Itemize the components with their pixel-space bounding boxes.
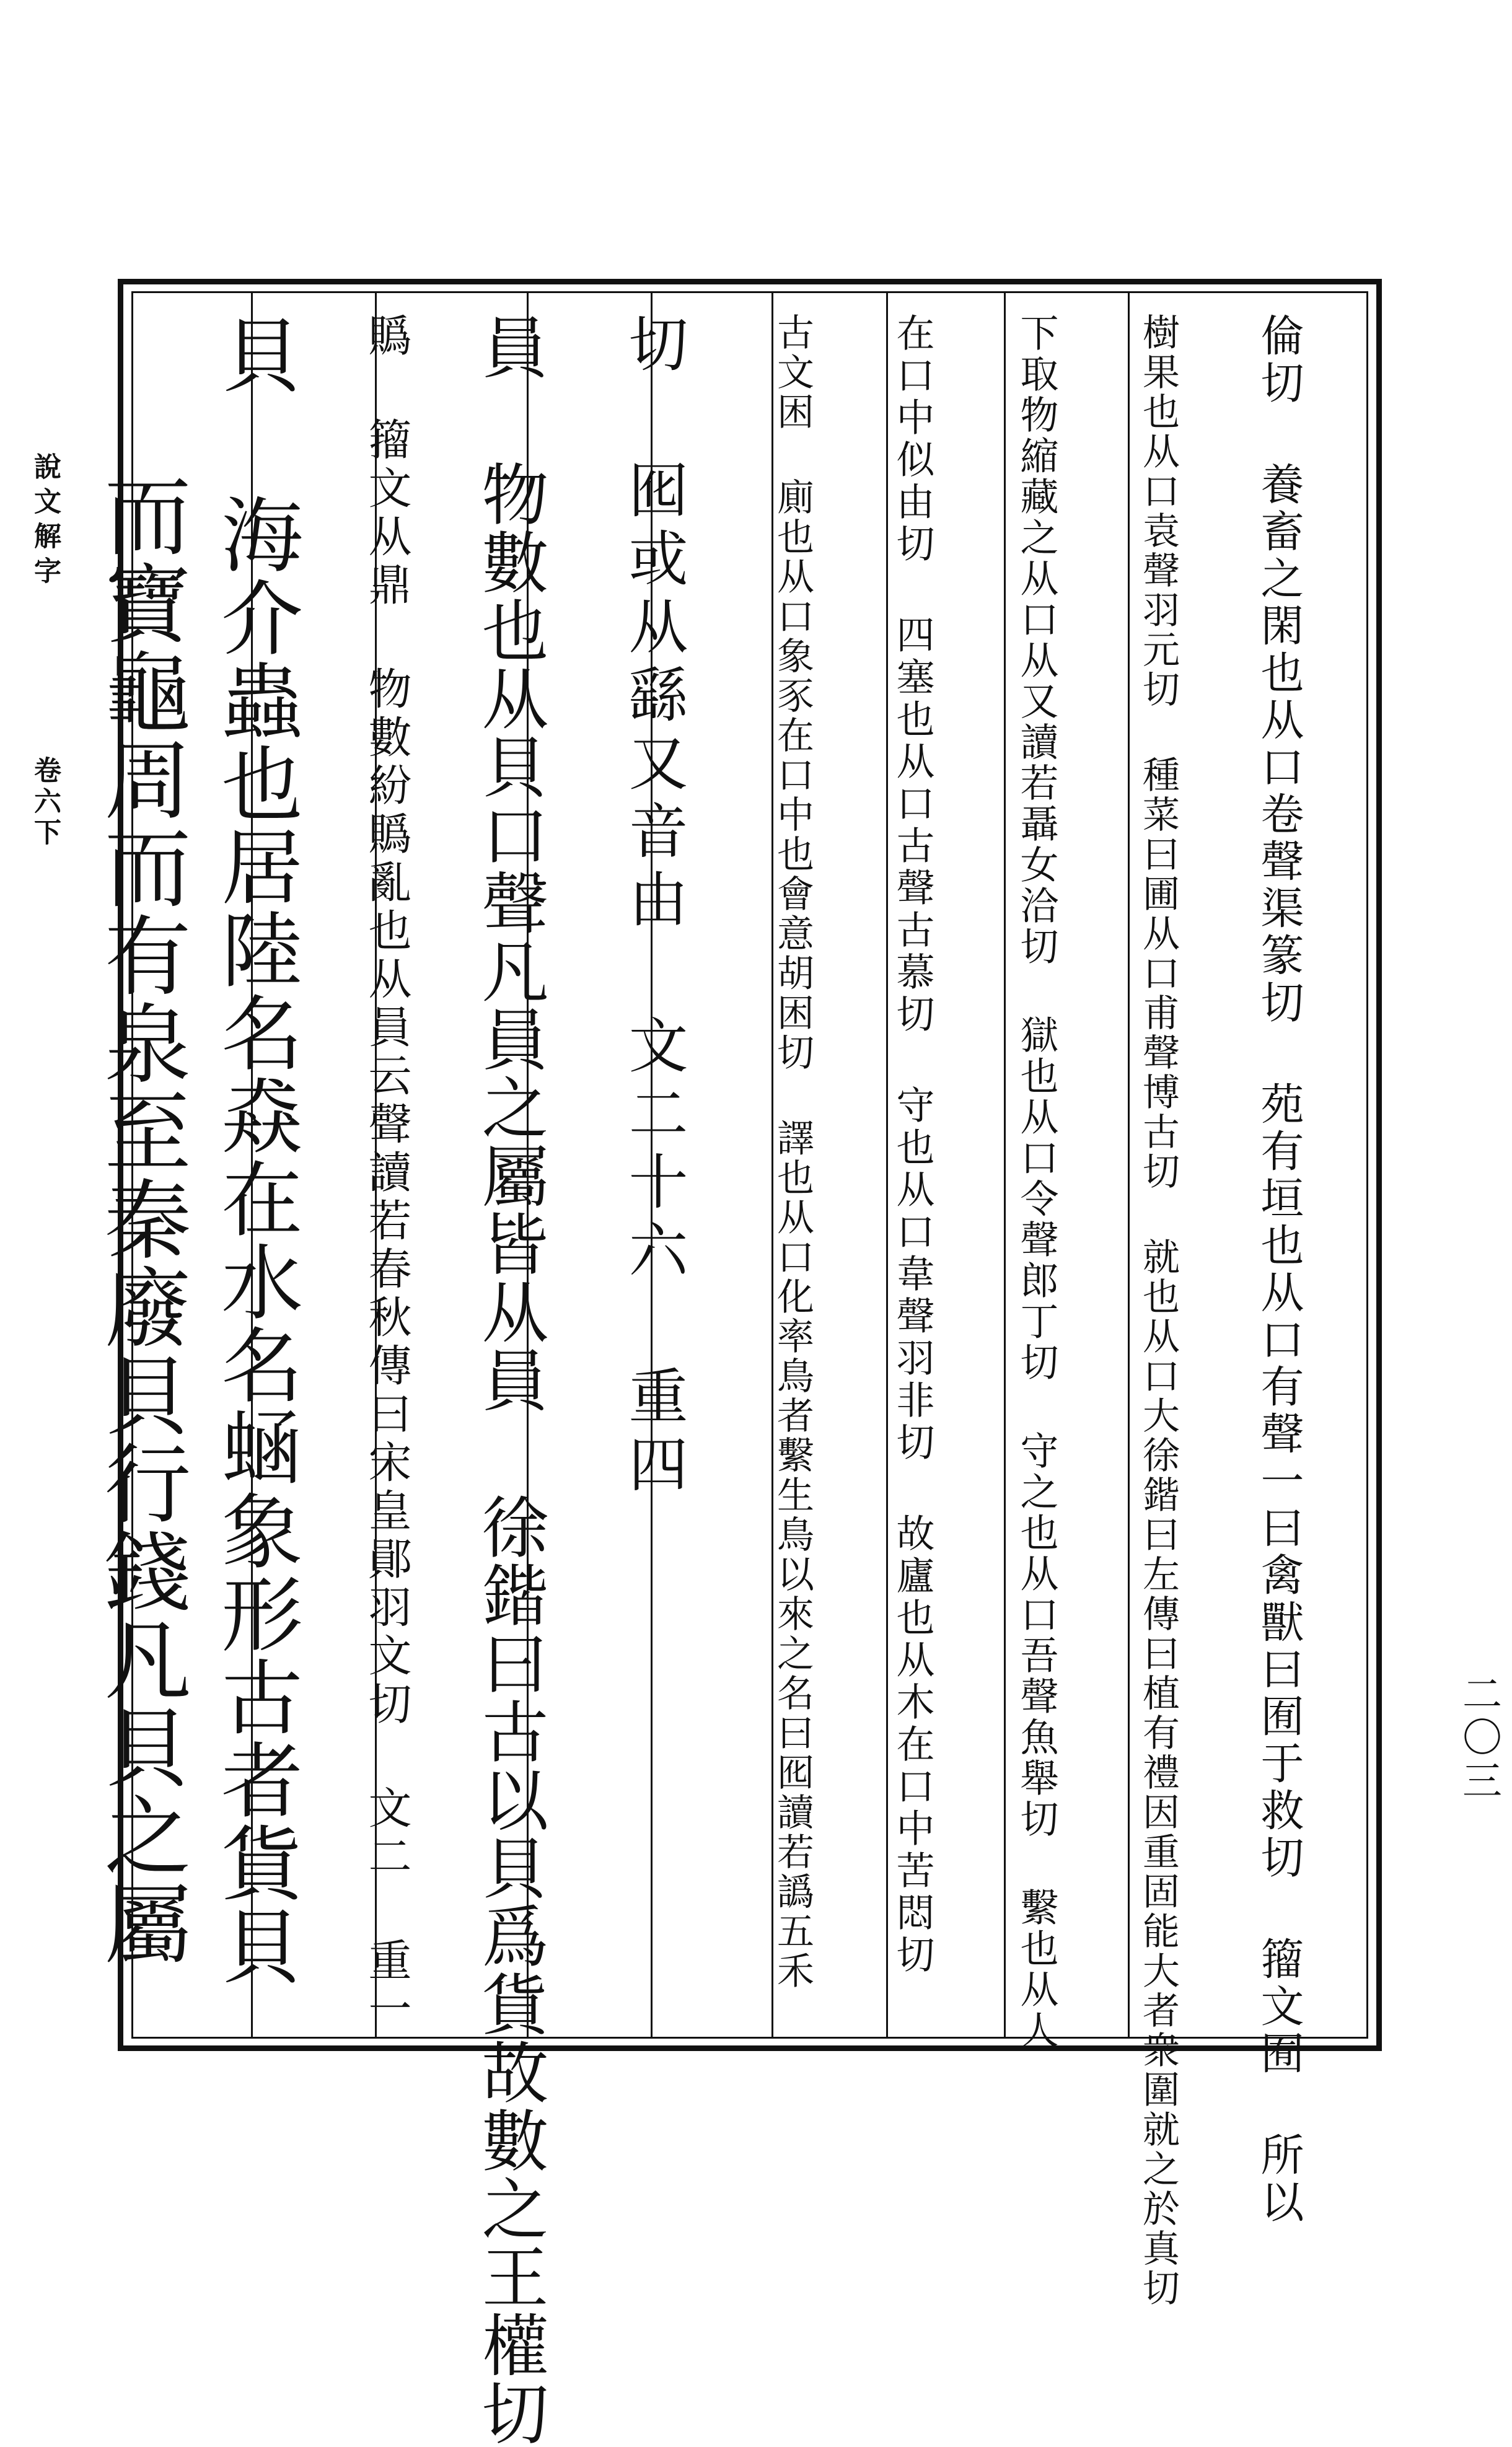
text-column-1: 倫切 養畜之閑也从口卷聲渠篆切 苑有垣也从口有聲一曰禽獸曰囿于救切 籀文囿 所以 — [1254, 313, 1304, 2226]
text-column-7: 員 物數也从貝口聲凡員之屬皆从員 徐鍇曰古以貝爲貨故數之王權切 — [470, 313, 548, 2447]
text-column-4: 在口中似由切 四塞也从口古聲古慕切 守也从口韋聲羽非切 故廬也从木在口中苦悶切 — [890, 313, 935, 1977]
text-column-2: 樹果也从口袁聲羽元切 種菜曰圃从口甫聲博古切 就也从口大徐鍇曰左傳曰植有禮因重固能大者衆圍就之於真切 — [1136, 313, 1180, 2308]
book-title: 說文解字 — [29, 452, 61, 591]
text-column-5: 古文困 廁也从口象豕在口中也會意胡困切 譯也从口化率鳥者繫生鳥以來之名曰囮讀若譌五禾 — [771, 313, 814, 1991]
text-column-3: 下取物縮藏之从口从又讀若聶女洽切 獄也从口令聲郎丁切 守之也从口吾聲魚舉切 繫也从人 — [1014, 313, 1059, 2051]
text-column-9: 貝 海介蟲也居陸名猋在水名蜬象形古者貨貝 — [207, 313, 302, 1987]
text-column-8: 䞈 籀文从鼎 物數紛䞈亂也从員云聲讀若春秋傳曰宋皇鄖羽文切 文二 重一 — [361, 313, 412, 2034]
volume-label: 卷六下 — [29, 756, 61, 849]
text-column-6: 切 囮或从繇又音由 文二十六 重四 — [619, 313, 688, 1501]
page-number: 二〇三 — [1456, 1673, 1501, 1803]
text-column-10: 而寶龜周而有泉至秦廢貝行錢凡貝之屬 — [90, 471, 191, 1967]
